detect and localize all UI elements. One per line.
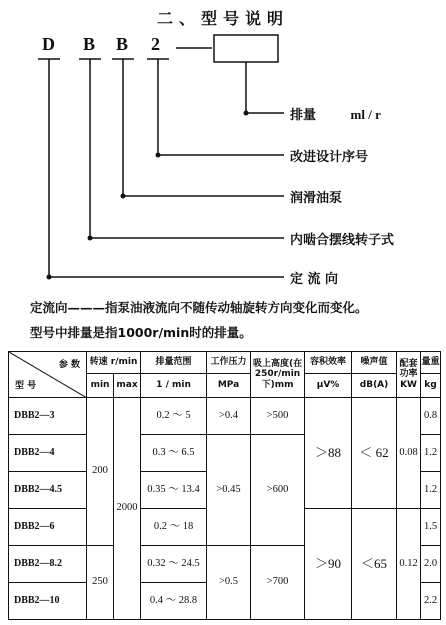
displacement-cell: 0.35 ～ 13.4 xyxy=(141,472,207,509)
model-cell: DBB2—3 xyxy=(9,398,87,435)
header-power-unit: KW xyxy=(400,379,417,390)
header-params: 参 数 xyxy=(58,360,80,370)
header-suction: 吸上高度(在250r/min 下)mm xyxy=(251,352,305,398)
table-row xyxy=(9,398,441,435)
code-letter-b2: B xyxy=(116,34,129,54)
section-title: 二、型号说明 xyxy=(156,9,289,28)
displacement-cell: 0.4 ～ 28.8 xyxy=(141,583,207,620)
model-code-diagram xyxy=(0,0,446,300)
callout-design-serial: 改进设计序号 xyxy=(290,150,369,165)
speed-min-cell: 250 xyxy=(87,546,114,620)
weight-cell: 2.2 xyxy=(421,583,441,620)
displacement-cell: 0.2 ～ 18 xyxy=(141,509,207,546)
power-cell: 0.12 xyxy=(397,509,421,620)
callout-gerotor: 内啮合摆线转子式 xyxy=(290,233,395,248)
suction-cell: >600 xyxy=(251,435,305,546)
pressure-cell: >0.4 xyxy=(207,398,251,435)
pressure-cell: >0.5 xyxy=(207,546,251,620)
weight-cell: 1.5 xyxy=(421,509,441,546)
pressure-cell: >0.45 xyxy=(207,435,251,546)
header-displacement: 排量范围 xyxy=(141,352,207,374)
header-efficiency-unit: μV% xyxy=(305,374,352,398)
spec-table xyxy=(8,351,441,620)
model-cell: DBB2—6 xyxy=(9,509,87,546)
code-letter-d: D xyxy=(42,34,55,54)
header-model: 型 号 xyxy=(15,380,37,391)
weight-cell: 2.0 xyxy=(421,546,441,583)
header-weight-unit: kg xyxy=(421,374,441,398)
model-cell: DBB2—4.5 xyxy=(9,472,87,509)
suction-cell: >700 xyxy=(251,546,305,620)
header-power xyxy=(397,352,421,398)
model-cell: DBB2—10 xyxy=(9,583,87,620)
efficiency-cell: ＞88 xyxy=(305,398,352,509)
weight-cell: 1.2 xyxy=(421,472,441,509)
header-diagonal-cell xyxy=(9,352,87,398)
efficiency-cell: ＞90 xyxy=(305,509,352,620)
header-noise: 噪声值 xyxy=(352,352,397,374)
note-fixed-flow: 定流向———指泵油液流向不随传动轴旋转方向变化而变化。 xyxy=(30,300,368,315)
noise-cell: ＜ 62 xyxy=(352,398,397,509)
header-pressure: 工作压力 xyxy=(207,352,251,374)
callout-displacement-unit: ml / r xyxy=(350,107,381,122)
code-letter-b1: B xyxy=(83,34,96,54)
power-cell: 0.08 xyxy=(397,398,421,509)
header-power-label: 配套功率 xyxy=(399,358,418,380)
diagonal-line xyxy=(9,352,87,398)
callout-fixed-flow: 定 流 向 xyxy=(290,272,339,287)
header-efficiency: 容积效率 xyxy=(305,352,352,374)
weight-cell: 1.2 xyxy=(421,435,441,472)
header-noise-unit: dB(A) xyxy=(352,374,397,398)
displacement-cell: 0.32 ～ 24.5 xyxy=(141,546,207,583)
displacement-cell: 0.3 ～ 6.5 xyxy=(141,435,207,472)
displacement-cell: 0.2 ～ 5 xyxy=(141,398,207,435)
header-weight: 量重 xyxy=(421,352,441,374)
note-displacement: 型号中排量是指1000r/min时的排量。 xyxy=(30,325,252,340)
callout-displacement-label: 排量 xyxy=(290,108,317,123)
weight-cell: 0.8 xyxy=(421,398,441,435)
model-cell: DBB2—4 xyxy=(9,435,87,472)
header-displacement-unit: 1 / min xyxy=(141,374,207,398)
header-speed-min: min xyxy=(87,374,114,398)
noise-cell: ＜65 xyxy=(352,509,397,620)
header-speed: 转速 r/min xyxy=(87,352,141,374)
speed-max-cell: 2000 xyxy=(114,398,141,620)
callout-displacement xyxy=(290,104,381,123)
header-speed-max: max xyxy=(114,374,141,398)
callout-lube-pump: 润滑油泵 xyxy=(290,191,343,206)
model-cell: DBB2—8.2 xyxy=(9,546,87,583)
header-pressure-unit: MPa xyxy=(207,374,251,398)
code-letter-2: 2 xyxy=(151,34,160,54)
speed-min-cell: 200 xyxy=(87,398,114,546)
displacement-box xyxy=(214,35,278,62)
suction-cell: >500 xyxy=(251,398,305,435)
